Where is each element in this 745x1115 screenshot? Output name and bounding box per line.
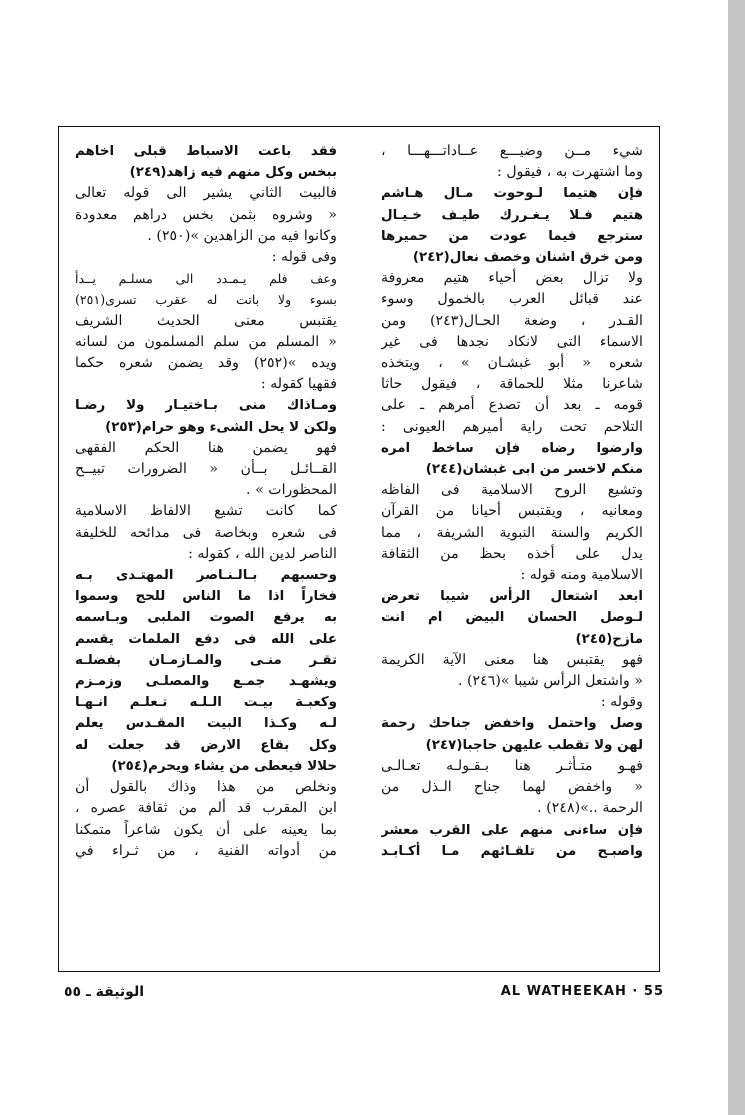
text-line: فى شعره وبخاصة فى مدائحه للخليفة [75,524,337,541]
text-line: فهو يقتبس هنا معنى الآية الكريمة [381,651,643,668]
verse-line: فخاراً اذا ما الناس للحج وسموا [75,589,337,605]
text-line: ونخلص من هذا وذاك بالقول أن [75,779,337,796]
verse-line: وعف فلم يـمـدد الى مسلـم يــدأ [75,271,337,287]
text-line: القـدر ، وضعة الحـال(٢٤٣) ومن [381,312,643,329]
verse-line: وكعبـة بيـت الـلـه تـعلـم انـهـا [75,695,337,711]
verse-line: هتيم فـلا يـغـررك طيـف خـيـال [381,207,643,223]
text-line: شاعرنا مثلا للحماقة ، فيقول حاثا [381,376,643,393]
text-line: قومه ـ بعد أن تصدع أمرهم ـ على [381,397,643,414]
footer-english: AL WATHEEKAH · 55 [500,984,664,999]
text-line: وكانوا فيه من الزاهدين »(٢٥٠) . [147,227,337,244]
verse-line: حلالا فيعطى من يشاء ويحرم(٢٥٤) [111,758,337,774]
verse-line: فإن هتيما لـوحوت مـال هـاشم [381,186,643,202]
verse-line: تقـر منـى والمـازمـان بفضلـه [75,652,337,668]
text-line: ويده »(٢٥٢) وقد يضمن شعره حكما [75,355,337,372]
verse-line: منكم لاخسر من ابى غبشان(٢٤٤) [425,462,643,478]
verse-line: وحسبهم بـالـنـاصر المهتـدى بـه [75,568,337,584]
text-line: الرحمة ..»(٢٤٨) . [537,800,643,817]
text-line: التلاحم تحت راية أميرهم العيونى : [381,418,643,435]
text-line: من أدواته الفنية ، من ثـراء في [75,842,337,859]
verse-line: ومـاذاك منى بـاختيـار ولا رضـا [75,398,337,414]
verse-line: لـوصل الحسان البيض ام انت [381,610,643,626]
text-line: كما كانت تشيع الالفاظ الاسلامية [75,503,337,520]
verse-line: على الله فى دفع الملمات يقسم [75,631,337,647]
text-line: شعره « أبو غبشـان » ، ويتخذه [381,355,643,372]
verse-line: وصل واحتمل واخفض جناحك رحمة [381,716,643,732]
text-line: يدل على أخذه بحظ من الثقافة [381,545,643,562]
left-column [75,141,337,961]
text-line: « المسلم من سلم المسلمون من لسانه [75,333,337,350]
text-line: فالبيت الثاني يشير الى قوله تعالى [75,185,337,202]
text-line: « واشتعل الرأس شيبا »(٢٤٦) . [457,673,643,690]
text-line: فهـو متـأثـر هنا بـقـولـه تعـالـى [381,757,643,774]
text-line: الناصر لدين الله ، كقوله : [188,545,337,562]
verse-line: ابعد اشتعال الرأس شيبا تعرض [381,589,643,605]
text-line: وتشيع الروح الاسلامية فى الفاظه [381,482,643,499]
text-line: الاسلامية ومنه قوله : [520,567,643,584]
verse-line: بسوء ولا باتت له عقرب تسرى(٢٥١) [75,292,337,308]
verse-line: فقد باعت الاسباط قبلى اخاهم [75,144,337,159]
verse-line: ولكن لا يحل الشىء وهو حرام(٢٥٣) [105,419,337,435]
verse-line: وكل بقاع الارض قد جعلت له [75,737,337,753]
text-line: « وشروه بثمن بخس دراهم معدودة [75,206,337,223]
text-line: ابن المقرب قد ألم من ثقافة عصره ، [75,800,337,817]
text-line: وفى قوله : [271,249,337,266]
verse-line: به يرفع الصوت الملبى وبـاسمه [75,610,337,626]
text-line: المحظورات » . [246,482,337,499]
text-line: فقهيا كقوله : [260,376,337,393]
text-line: بما يعينه على أن يكون شاعراً متمكنا [75,821,337,838]
verse-line: لهن ولا تقطب عليهن حاجبا(٢٤٧) [425,737,643,753]
text-line: شيء مــن وضيـــع عــاداتـــهـــا ، [381,143,643,159]
text-line: ولا تزال بعض أحياء هتيم معروفة [381,270,643,287]
text-line: وما اشتهرت به ، فيقول : [497,164,643,181]
text-line: فهو يضمن هنا الحكم الفقهى [75,439,337,456]
text-line: يقتبس معنى الحديث الشريف [75,312,337,329]
scan-edge [728,0,745,1115]
verse-line: واصبـح من تلقـائهم مـا أكـابـد [381,843,643,859]
text-line: عند قبائل العرب بالخمول وسوء [381,291,643,308]
verse-line: ببخس وكل منهم فيه زاهد(٢٤٩) [129,165,337,181]
text-line: الاسماء التى لانكاد نجدها فى غير [381,333,643,350]
verse-line: لـه وكـذا البيت المقـدس يعلم [75,716,337,732]
text-line: « واخفض لهما جناح الـذل من [381,779,643,796]
text-line: القــائـل بــأن « الضرورات تبيــح [75,461,337,478]
verse-line: ومن خرق اشنان وخصف نعال(٢٤٢) [412,250,643,266]
text-line: الكريم والسنة النبوية الشريفة ، مما [381,524,643,541]
text-frame [58,126,660,972]
right-column [381,141,643,961]
text-line: ومعانيه ، ويقتبس أحيانا من القرآن [381,503,643,520]
verse-line: مازح(٢٤٥) [575,631,643,647]
text-line: وقوله : [600,694,643,711]
verse-line: فإن ساءنى منهم على القرب معشر [381,822,643,838]
footer-arabic: الوثيقة ـ ٥٥ [64,984,144,1000]
verse-line: ويشهـد جمـع والمصلـى وزمـزم [75,674,337,690]
verse-line: وارضوا رضاه فإن ساخط امره [381,440,643,456]
verse-line: سترجع فيما عودت من حميرها [381,228,643,244]
